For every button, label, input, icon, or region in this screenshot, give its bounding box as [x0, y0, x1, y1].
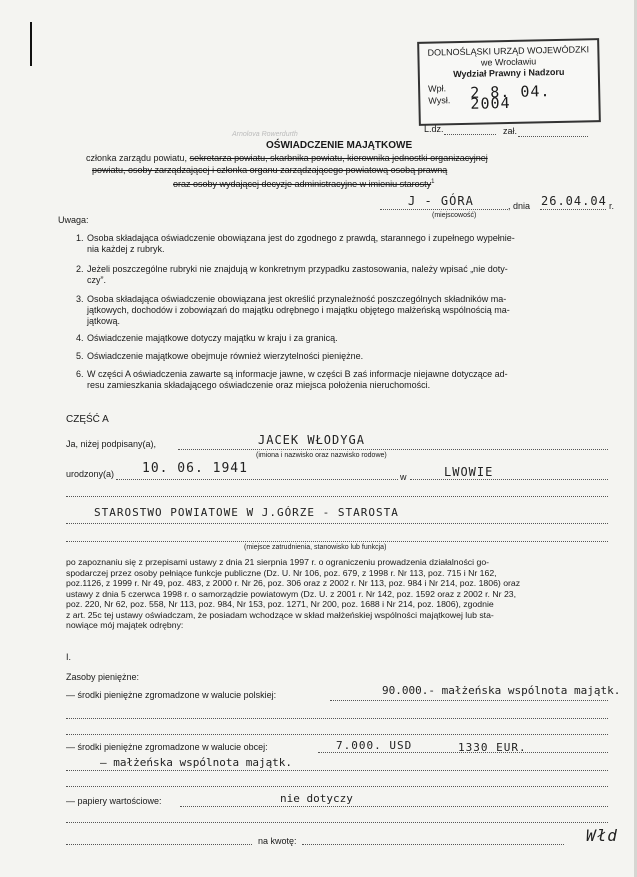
note-item: 6. W części A oświadczenia zawarte są informacje jawne, w części B zaś informacje niejawne dotyczące ad-: [76, 369, 508, 379]
foreign-label: — środki pieniężne zgromadzone w walucie obcej:: [66, 742, 268, 752]
legal-line: poz.1126, z 1999 r. Nr 49, poz. 483, z 2000 r. Nr 26, poz. 306 oraz z 2002 r. Nr 113, poz. 984 i Nr 214, poz. 1806) oraz: [66, 578, 521, 588]
note-item: 4. Oświadczenie majątkowe dotyczy majątku w kraju i za granicą.: [76, 333, 338, 343]
date-dots: [540, 209, 606, 210]
pln-blank-dots: [66, 718, 608, 719]
born-value: 10. 06. 1941: [142, 461, 248, 476]
stamp-date-block: [420, 77, 599, 111]
stamp-line-1: DOLNOŚLĄSKI URZĄD WOJEWÓDZKI: [427, 44, 590, 58]
pln-blank-dots-2: [66, 734, 608, 735]
signed-caption: (imiona i nazwisko oraz nazwisko rodowe): [256, 452, 387, 459]
place-dots: [380, 209, 508, 210]
born-dots: [116, 479, 398, 480]
stamp-wpl-label: Wpł.: [428, 83, 447, 94]
legal-text: [66, 557, 611, 631]
note-item: 3. Osoba składająca oświadczenie obowiązana jest określić przynależność poszczególnych składników ma-: [76, 294, 507, 304]
initials-signature: Włd: [586, 826, 618, 845]
ldz-dots: [444, 134, 496, 135]
legal-line: z art. 25c tej ustawy oświadczam, że posiadam wchodzące w skład małżeńskiej wspólności majątkowej lub sta-: [66, 609, 494, 620]
footnote-mark: 1: [431, 179, 435, 185]
date-suffix: r.: [609, 201, 615, 211]
page-title: OŚWIADCZENIE MAJĄTKOWE: [266, 140, 413, 151]
note-item: czy”.: [87, 275, 106, 285]
savings-heading: Zasoby pieniężne:: [66, 672, 140, 682]
signed-label: Ja, niżej podpisany(a),: [66, 439, 157, 449]
legal-line: ustawy z dnia 5 czerwca 1998 r. o samorządzie powiatowym (Dz. U. z 2001 r. Nr 142, poz. 1592 oraz z 2002 r. Nr 23,: [66, 588, 517, 599]
foreign-value-usd: 7.000. USD: [336, 739, 413, 752]
securities-label: — papiery wartościowe:: [66, 796, 162, 806]
header-line-2: powiatu, osoby zarządzającej i członka organu zarządzającego powiatową osobą prawną: [92, 165, 448, 175]
stamp-wysl-label: Wysł.: [428, 95, 451, 106]
amount-dots: [302, 844, 564, 845]
signed-value: JACEK WŁODYGA: [258, 433, 365, 447]
note-item: 1. Osoba składająca oświadczenie obowiązana jest do zgodnego z prawdą, starannego i zupełnego wypełnie-: [76, 233, 515, 243]
blank-dots-2: [66, 541, 608, 542]
stamp-line-2: we Wrocławiu: [480, 56, 537, 68]
scan-margin-mark: [30, 22, 32, 66]
section-roman: I.: [66, 652, 72, 662]
legal-line: po zapoznaniu się z przepisami ustawy z dnia 21 sierpnia 1997 r. o ograniczeniu prowadzenia działalności go-: [66, 557, 490, 567]
work-value: STAROSTWO POWIATOWE W J.GÓRZE - STAROSTA: [94, 506, 399, 519]
securities-value: nie dotyczy: [280, 792, 353, 805]
place-value: J - GÓRA: [408, 194, 474, 208]
foreign-value-eur: 1330 EUR.: [458, 741, 527, 754]
date-label: , dnia: [508, 201, 531, 211]
office-stamp: [417, 38, 601, 126]
zal-dots: [518, 136, 588, 137]
foreign-note: — małżeńska wspólnota majątk.: [100, 756, 293, 769]
foreign-blank-dots-2: [66, 786, 608, 787]
legal-line: nowiące mój majątek odrębny:: [66, 620, 184, 630]
securities-dots: [180, 806, 608, 807]
faint-handwritten-note: Arnolova Rowerdurth: [232, 131, 298, 138]
header-line-1-normal: członka zarządu powiatu,: [86, 153, 190, 163]
note-item: 5. Oświadczenie majątkowe obejmuje również wierzytelności pieniężne.: [76, 351, 364, 361]
part-a-heading: CZĘŚĆ A: [66, 414, 109, 425]
note-item: jątkową.: [87, 316, 121, 326]
signed-dots: [178, 449, 608, 450]
notes-heading: Uwaga:: [58, 215, 89, 225]
in-label: w: [400, 472, 407, 482]
securities-blank-dots: [66, 822, 608, 823]
stamp-line-3: Wydział Prawny i Nadzoru: [453, 66, 565, 80]
header-line-3: [173, 177, 434, 190]
note-item: jątkowych, dochodów i zobowiązań do majątku odrębnego i majątku objętego małżeńską wspólnością ma-: [87, 305, 510, 315]
amount-label: na kwotę:: [258, 836, 297, 846]
stamp-zal-label: zał.: [503, 126, 518, 136]
header-line-3-struck: oraz osoby wydającej decyzje administracyjne w imieniu starosty: [173, 179, 432, 189]
stamp-ldz-label: L.dz.: [424, 124, 444, 134]
note-item: 2. Jeżeli poszczególne rubryki nie znajdują w konkretnym przypadku zastosowania, należy wpisać „nie doty-: [76, 264, 508, 274]
note-item: nia każdej z rubryk.: [87, 244, 165, 254]
foreign-blank-dots: [66, 770, 608, 771]
pln-dots: [330, 700, 608, 701]
born-label: urodzony(a): [66, 469, 115, 479]
work-caption: (miejsce zatrudnienia, stanowisko lub funkcja): [244, 544, 387, 551]
note-item: resu zamieszkania składającego oświadczenie oraz miejsca położenia nieruchomości.: [87, 380, 431, 390]
date-value: 26.04.04: [541, 194, 607, 208]
header-line-1-struck: sekretarza powiatu, skarbnika powiatu, kierownika jednostki organizacyjnej: [189, 153, 488, 163]
stamp-date: 2 8. 04. 2004: [470, 82, 551, 113]
legal-line: spodarczej przez osoby pełniące funkcje publiczne (Dz. U. Nr 106, poz. 679, z 1998 r. Nr 113, poz. 715 i Nr 162,: [66, 567, 497, 578]
place-caption: (miejscowość): [432, 212, 477, 219]
amount-leading-dots: [66, 844, 252, 845]
header-line-1: [86, 153, 488, 164]
in-value: LWOWIE: [444, 465, 494, 479]
legal-line: poz. 220, Nr 62, poz. 558, Nr 113, poz. 984, Nr 153, poz. 1271, Nr 200, poz. 1688 i Nr 214, poz. 1806), zgodnie: [66, 599, 494, 609]
in-dots: [410, 479, 608, 480]
pln-value: 90.000.- małżeńska wspólnota majątk.: [382, 684, 621, 697]
pln-label: — środki pieniężne zgromadzone w walucie polskiej:: [66, 690, 277, 700]
work-dots: [66, 523, 608, 524]
blank-dots-1: [66, 496, 608, 497]
